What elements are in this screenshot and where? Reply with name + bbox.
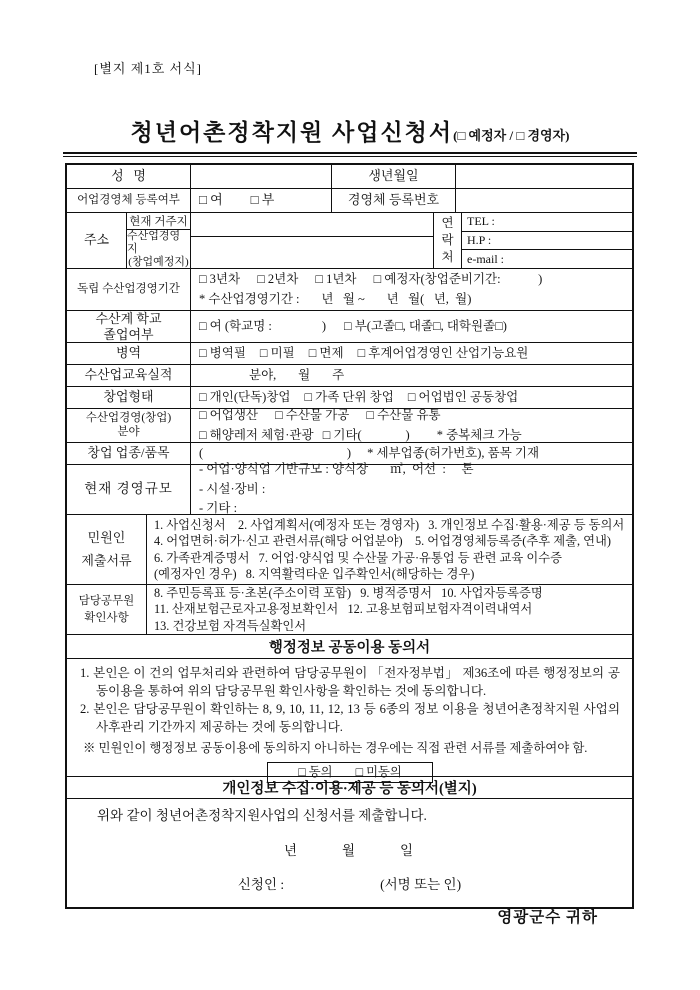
row-management-period: [67, 269, 632, 311]
official-line: 11. 산재보험근로자고용정보확인서 12. 고용보험피보험자격이력내역서: [154, 602, 533, 617]
current-scale-label: 현재 경영규모: [67, 465, 191, 514]
startup-type-label: 창업형태: [67, 387, 191, 408]
page-title: [0, 114, 700, 147]
consent-note: ※ 민원인이 행정정보 공동이용에 동의하지 아니하는 경우에는 직접 관련 서류를 제출하여야 함.: [83, 741, 588, 755]
checkbox-fishery-production[interactable]: □ 어업생산: [199, 408, 258, 423]
checkbox-field-other[interactable]: □ 기타( ): [322, 427, 410, 442]
footer-block: [67, 799, 632, 926]
contact-label: 연 락 처: [434, 213, 462, 268]
business-field-note: * 중복체크 가능: [436, 427, 522, 442]
checkbox-military-served[interactable]: □ 병역필: [199, 345, 246, 360]
date-line: 년 월 일: [283, 843, 416, 858]
applicant-signature-line: [67, 873, 632, 893]
startup-item-label: 창업 업종/품목: [67, 443, 191, 464]
row-footer: [67, 799, 632, 926]
school-label: 수산계 학교 졸업여부: [67, 311, 191, 342]
recipient: 영광군수 귀하: [497, 909, 598, 926]
checkbox-year3[interactable]: □ 3년차: [199, 272, 241, 287]
row-admin-consent-header: [67, 635, 632, 659]
business-field-options: [191, 409, 632, 442]
form-title: 청년어촌정착지원 사업신청서: [130, 120, 454, 145]
doc-line: (예정자인 경우) 8. 지역활력타운 입주확인서(해당하는 경우): [154, 566, 475, 581]
checkbox-marine-leisure[interactable]: □ 해양레저 체험·관광: [199, 427, 314, 442]
applicant-label: 신청인 :: [237, 877, 285, 892]
school-options: [191, 311, 632, 342]
startup-type-options: [191, 387, 632, 408]
applicant-documents-content: [147, 515, 632, 584]
education-record-field[interactable]: 분야, 월 주: [249, 367, 345, 382]
title-divider: [63, 152, 637, 157]
scale-line-equipment: - 시설·장비 :: [199, 481, 266, 496]
doc-line: 1. 사업신청서 2. 사업계획서(예정자 또는 경영자) 3. 개인정보 수집·활용·제공 등 동의서: [154, 517, 625, 532]
military-label: 병역: [67, 343, 191, 364]
consent-item-2: 2. 본인은 담당공무원이 확인하는 8, 9, 10, 11, 12, 13 등 6종의 정보 이용을 청년어촌정착지원 사업의 사후관리 기간까지 제공하는 것에 동의합니다.: [80, 702, 624, 734]
checkbox-seafood-processing[interactable]: □ 수산물 가공: [275, 408, 350, 423]
registration-options: [191, 189, 332, 212]
signature-note: (서명 또는 인): [380, 877, 462, 892]
official-line: 8. 주민등록표 등·초본(주소이력 포함) 9. 병적증명서 10. 사업자등록증명: [154, 585, 543, 600]
education-record-label: 수산업교육실적: [67, 365, 191, 386]
row-official-verification: [67, 585, 632, 635]
checkbox-disagree[interactable]: □ 미동의: [355, 764, 402, 779]
checkbox-school-yes[interactable]: □ 여 (학교명 : ): [199, 318, 327, 333]
registration-number-label: 경영체 등록번호: [332, 189, 456, 212]
checkbox-registered-yes[interactable]: □ 여: [199, 192, 223, 208]
checkbox-prospective[interactable]: □ 예정자(창업준비기간: ): [373, 272, 543, 287]
row-military: [67, 343, 632, 365]
row-registration: [67, 189, 632, 213]
checkbox-military-exempt[interactable]: □ 면제: [308, 345, 344, 360]
current-residence-field[interactable]: [191, 213, 433, 237]
row-name: [67, 165, 632, 189]
current-scale-content: [191, 462, 632, 516]
checkbox-school-no[interactable]: □ 부(고졸□, 대졸□, 대학원졸□): [344, 318, 507, 333]
checkbox-family-startup[interactable]: □ 가족 단위 창업: [304, 389, 394, 404]
checkbox-year2[interactable]: □ 2년차: [257, 272, 299, 287]
address-label: 주소: [67, 213, 127, 268]
privacy-consent-header: 개인정보 수집·이용·제공 등 동의서(별지): [222, 781, 477, 797]
applicant-documents-label: 민원인 제출서류: [67, 515, 147, 584]
application-form-table: [65, 163, 634, 926]
birthdate-field[interactable]: [456, 165, 632, 188]
official-verification-content: [147, 585, 632, 634]
official-verification-label: 담당공무원 확인사항: [67, 585, 147, 634]
business-site-field[interactable]: [191, 237, 433, 268]
checkbox-seafood-distribution[interactable]: □ 수산물 유통: [366, 408, 441, 423]
name-field[interactable]: [191, 165, 332, 188]
startup-item-blank[interactable]: ( ): [199, 445, 352, 460]
row-education-record: [67, 365, 632, 387]
doc-line: 6. 가족관계증명서 7. 어업·양식업 및 수산물 가공·유통업 등 관련 교육 이수증: [154, 550, 563, 565]
business-site-label: 수산업경영지 (창업예정지): [127, 230, 189, 269]
registration-number-field[interactable]: [456, 189, 632, 212]
management-period-content: [191, 269, 632, 310]
scale-line-other: - 기타 :: [199, 501, 238, 516]
checkbox-corporate-startup[interactable]: □ 어업법인 공동창업: [407, 389, 519, 404]
checkbox-year1[interactable]: □ 1년차: [315, 272, 357, 287]
checkbox-individual-startup[interactable]: □ 개인(단독)창업: [199, 389, 291, 404]
name-label: 성 명: [67, 165, 191, 188]
corner-note: [별지 제1호 서식]: [94, 61, 203, 76]
row-applicant-documents: [67, 515, 632, 585]
admin-consent-header: 행정정보 공동이용 동의서: [268, 640, 431, 656]
row-current-scale: [67, 462, 632, 516]
address-fields: [191, 213, 434, 268]
row-address: [67, 213, 632, 269]
hp-field[interactable]: H.P :: [462, 232, 632, 251]
submit-statement: 위와 같이 청년어촌정착지원사업의 신청서를 제출합니다.: [97, 808, 427, 823]
checkbox-registered-no[interactable]: □ 부: [250, 192, 275, 208]
email-field[interactable]: e-mail :: [467, 251, 504, 266]
contact-fields: [462, 213, 632, 268]
address-sublabels: [127, 213, 191, 268]
management-period-note: * 수산업경영기간 : 년 월 ~ 년 월( 년, 월): [199, 291, 472, 306]
startup-item-note: * 세부업종(허가번호), 품목 기재: [367, 445, 540, 460]
checkbox-military-successor[interactable]: □ 후계어업경영인 산업기능요원: [357, 345, 529, 360]
row-business-field: [67, 409, 632, 443]
checkbox-agree[interactable]: □ 동의: [298, 764, 333, 779]
row-admin-consent-body: [67, 659, 632, 777]
form-title-suffix: (□ 예정자 / □ 경영자): [453, 128, 570, 143]
admin-consent-body: [67, 659, 632, 779]
registration-label: 어업경영체 등록여부: [67, 189, 191, 212]
tel-field[interactable]: TEL :: [462, 213, 632, 232]
management-period-label: 독립 수산업경영기간: [67, 269, 191, 310]
checkbox-military-notserved[interactable]: □ 미필: [259, 345, 295, 360]
military-options: [191, 343, 632, 364]
official-line: 13. 건강보험 자격득실확인서: [154, 618, 307, 633]
consent-item-1: 1. 본인은 이 건의 업무처리와 관련하여 담당공무원이 「전자정부법」 제36조에 따른 행정정보의 공동이용을 통하여 위의 담당공무원 확인사항을 확인하는 것에 동의합니다.: [80, 666, 620, 698]
doc-line: 4. 어업면허·허가·신고 관련서류(해당 어업분야) 5. 어업경영체등록증(추후 제출, 연내): [154, 534, 611, 549]
row-school: [67, 311, 632, 343]
birthdate-label: 생년월일: [332, 165, 456, 188]
row-privacy-header: [67, 777, 632, 799]
scale-line-base: - 어업·양식업 기반규모 : 양식장 ㎡, 어선 : 톤: [199, 462, 474, 477]
business-field-label: 수산업경영(창업) 분야: [67, 409, 191, 442]
current-residence-label: 현재 거주지: [127, 213, 190, 230]
